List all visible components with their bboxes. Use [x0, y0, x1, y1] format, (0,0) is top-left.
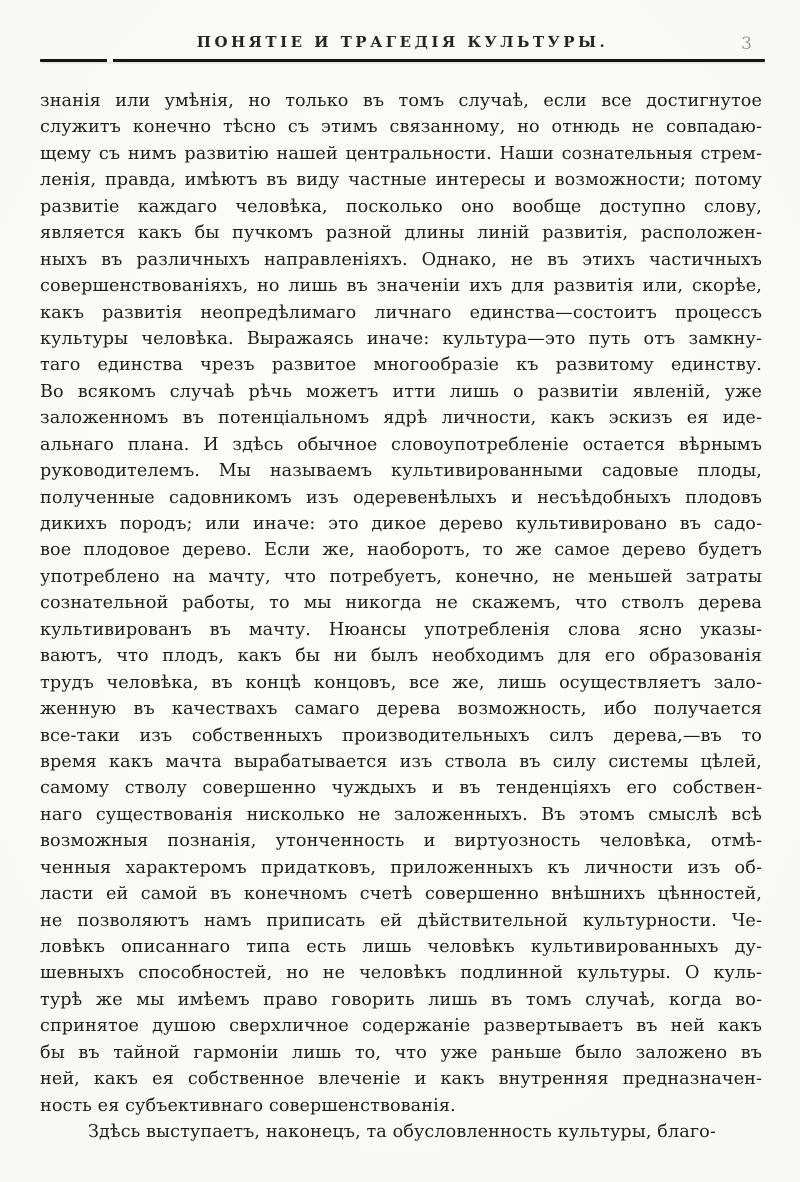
text-line: время какъ мачта вырабатывается изъ ствола въ силу системы цѣлей, — [40, 751, 762, 772]
text-line: самому стволу совершенно чуждыхъ и въ тенденціяхъ его собствен- — [40, 778, 762, 799]
running-head — [40, 33, 765, 55]
text-line: спринятое душою сверхличное содержаніе развертываетъ въ ней какъ — [40, 1016, 762, 1037]
text-line: не позволяютъ намъ приписать ей дѣйствительной культурности. Че- — [40, 910, 762, 931]
text-line: совершенствованіяхъ, но лишь въ значеніи ихъ для развитія или, скорѣе, — [40, 276, 762, 297]
text-line: щему съ нимъ развитію нашей центральности. Наши сознательныя стрем- — [40, 143, 762, 164]
text-line: служитъ конечно тѣсно съ этимъ связанному, но отнюдь не совпадаю- — [40, 117, 762, 138]
text-line: является какъ бы пучкомъ разной длины линій развитія, расположен- — [40, 223, 762, 244]
text-line: ваютъ, что плодъ, какъ бы ни былъ необходимъ для его образованія — [40, 646, 762, 667]
text-line: ность ея субъективнаго совершенствованія. — [40, 1095, 456, 1116]
text-block — [40, 88, 762, 1146]
text-line: дикихъ породъ; или иначе: это дикое дерево культивировано въ садо- — [40, 514, 762, 534]
text-line: культуры человѣка. Выражаясь иначе: культура—это путь отъ замкну- — [40, 328, 762, 349]
text-line: руководителемъ. Мы называемъ культивированными садовые плоды, — [40, 461, 762, 482]
text-line: шевныхъ способностей, но не человѣкъ подлинной культуры. О куль- — [40, 963, 762, 984]
text-line: знанія или умѣнія, но только въ томъ случаѣ, если все достигнутое — [40, 91, 762, 111]
text-line: вое плодовое дерево. Если же, наоборотъ, то же самое дерево будетъ — [40, 540, 762, 561]
text-line: ласти ей самой въ конечномъ счетѣ совершенно внѣшнихъ цѣнностей, — [40, 884, 762, 905]
text-line: все-таки изъ собственныхъ производительныхъ силъ дерева,—въ то — [40, 725, 762, 746]
text-line: Во всякомъ случаѣ рѣчь можетъ итти лишь о развитіи явленій, уже — [40, 381, 762, 402]
text-line: сознательной работы, то мы никогда не скажемъ, что стволъ дерева — [40, 593, 762, 614]
page-number: 3 — [741, 34, 753, 54]
text-line: турѣ же мы имѣемъ право говорить лишь въ томъ случаѣ, когда во- — [40, 989, 762, 1010]
text-line: ленія, правда, имѣютъ въ виду частные интересы и возможности; потому — [40, 170, 762, 191]
text-line: ныхъ въ различныхъ направленіяхъ. Однако, не въ этихъ частичныхъ — [40, 249, 762, 270]
text-line: употреблено на мачту, что потребуетъ, конечно, не меньшей затраты — [40, 566, 762, 587]
text-line: полученные садовникомъ изъ одеревенѣлыхъ и несъѣдобныхъ плодовъ — [40, 487, 762, 508]
text-line: ней, какъ ея собственное влеченіе и какъ внутренняя предназначен- — [40, 1069, 762, 1090]
text-line: женную въ качествахъ самаго дерева возможность, ибо получается — [40, 699, 762, 720]
text-line: заложенномъ въ потенціальномъ ядрѣ личности, какъ эскизъ ея иде- — [40, 408, 762, 429]
text-line: культивированъ въ мачту. Нюансы употребленія слова ясно указы- — [40, 619, 762, 640]
text-line: таго единства чрезъ развитое многообразіе къ развитому единству. — [40, 355, 762, 376]
text-line: возможныя познанія, утонченность и виртуозность человѣка, отмѣ- — [40, 831, 762, 852]
text-line: развитіе каждаго человѣка, посколько оно вообще доступно слову, — [40, 196, 762, 217]
text-line: альнаго плана. И здѣсь обычное словоупотребленіе остается вѣрнымъ — [40, 434, 762, 455]
text-line: ченныя характеромъ придатковъ, приложенныхъ къ личности изъ об- — [40, 857, 762, 878]
text-line: трудъ человѣка, въ концѣ концовъ, все же, лишь осуществляетъ зало- — [40, 672, 762, 693]
text-line: Здѣсь выступаетъ, наконецъ, та обусловленность культуры, благо- — [88, 1122, 716, 1143]
text-line: ловѣкъ описаннаго типа есть лишь человѣкъ культивированныхъ ду- — [40, 937, 762, 957]
header-rule — [40, 59, 765, 62]
text-line: бы въ тайной гармоніи лишь то, что уже раньше было заложено въ — [40, 1042, 762, 1063]
text-line: какъ развитія неопредѣлимаго личнаго единства—состоитъ процессъ — [40, 302, 762, 323]
text-line: наго существованія нисколько не заложенныхъ. Въ этомъ смыслѣ всѣ — [40, 804, 762, 825]
page-header-title: ПОНЯТІЕ И ТРАГЕДІЯ КУЛЬТУРЫ. — [196, 33, 609, 51]
